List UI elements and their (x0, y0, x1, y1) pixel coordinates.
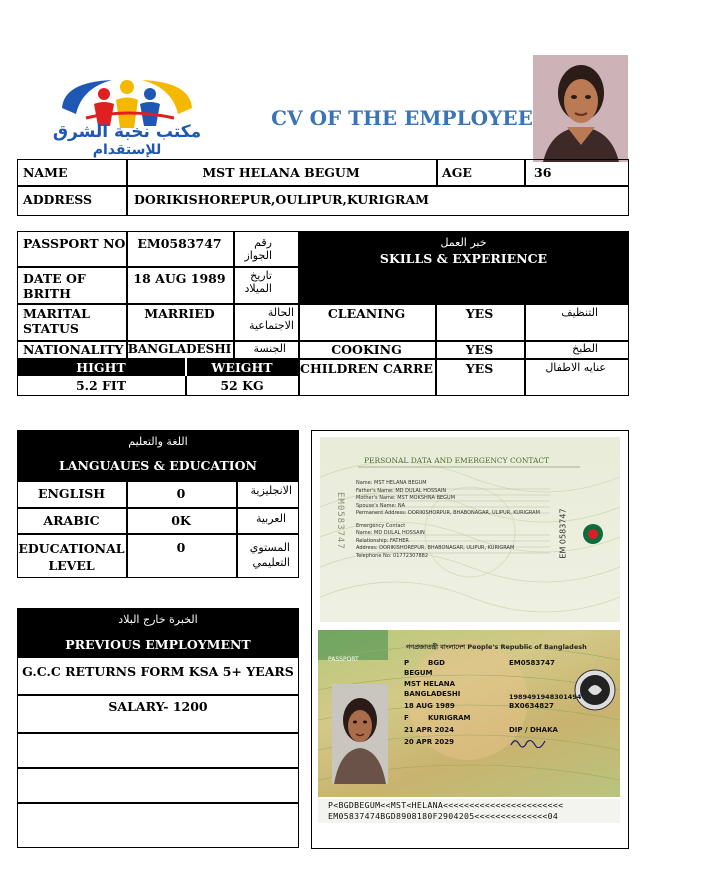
person-portrait-icon (533, 55, 628, 162)
employment-header-title: PREVIOUS EMPLOYMENT (65, 637, 251, 652)
age-value: 36 (534, 165, 552, 180)
lang-english-arabic: الانجليزية (250, 484, 292, 497)
lang-english-value: 0 (176, 486, 186, 501)
vertical-number-right: EM 0583747 (558, 508, 568, 559)
passport-value: EM0583747 (137, 236, 222, 251)
employment-line1: G.C.C RETURNS FORM KSA 5+ YEARS (22, 664, 294, 679)
passport-given-names: MST HELANA (404, 679, 456, 688)
emergency-line: Permanent Address: DORIKISHORPUR, BHABONAGAR, ULIPUR, KURIGRAM (356, 510, 540, 516)
perforated-number-left: EM0583747 (335, 492, 345, 550)
lang-english-label: ENGLISH (37, 486, 106, 501)
skill-childcare-label: CHILDREN CARRE (300, 361, 433, 376)
age-label: AGE (442, 165, 472, 180)
skill-cleaning-value: YES (465, 306, 494, 321)
skill-cleaning-arabic: التنظيف (561, 306, 598, 319)
passport-prev-number: BX0634827 (509, 702, 554, 711)
weight-label: WEIGHT (211, 360, 273, 375)
passport-personal-no: 1989491948301494 (509, 693, 582, 702)
lang-education-arabic: المستوي التعليمي (249, 541, 290, 569)
passport-word: PASSPORT (328, 656, 359, 663)
employment-line2: SALARY- 1200 (108, 699, 208, 714)
skill-cooking-arabic: الطبخ (572, 342, 598, 355)
dob-value: 18 AUG 1989 (133, 271, 226, 286)
emergency-line: Emergency Contact (356, 522, 406, 529)
emergency-line: Father's Name: MD DULAL HOSSAIN (356, 487, 447, 494)
languages-header-title: LANGUAUES & EDUCATION (59, 458, 257, 473)
emergency-line: Spouse's Name: NA (356, 502, 406, 509)
emergency-line: Telephone No: 01772307882 (356, 552, 429, 559)
skills-header-arabic: خبر العمل (440, 236, 487, 249)
passport-data-page (320, 437, 620, 622)
employee-photo (533, 55, 628, 162)
passport-issue-date: 21 APR 2024 (404, 726, 455, 735)
name-value: MST HELANA BEGUM (202, 165, 360, 180)
passport-number: EM0583747 (509, 659, 555, 667)
lang-education-label: EDUCATIONAL LEVEL (18, 541, 125, 573)
passport-arabic: رقم الجواز (244, 236, 272, 262)
emergency-details (356, 480, 556, 560)
lang-arabic-value: 0K (171, 513, 191, 528)
lang-arabic-label: ARABIC (43, 513, 100, 528)
passport-birth-place: KURIGRAM (428, 714, 471, 723)
skill-cooking-value: YES (465, 342, 494, 357)
passport-type: P (404, 659, 410, 667)
skill-cleaning-label: CLEANING (327, 306, 406, 321)
page-title: CV OF THE EMPLOYEE (271, 106, 533, 130)
employment-header-arabic: الخبرة خارج البلاد (118, 613, 198, 626)
height-label: HIGHT (76, 360, 126, 375)
passport-label: PASSPORT NO (23, 236, 126, 251)
nationality-label: NATIONALITY (23, 342, 124, 357)
mrz-line1: P<BGDBEGUM<<MST<HELANA<<<<<<<<<<<<<<<<<<<<<<< (328, 800, 564, 810)
signature-icon (509, 736, 549, 748)
marital-label: MARITAL STATUS (23, 306, 90, 336)
logo-text-line1: مكتب نخبة الشرق (52, 122, 202, 142)
nationality-value: BANGLADESHI (127, 342, 232, 356)
logo-text-line2: للإستقدام (92, 142, 162, 158)
passport-dob: 18 AUG 1989 (404, 702, 455, 711)
dob-arabic: تاريخ الميلاد (244, 269, 272, 295)
languages-header-arabic: اللغة والتعليم (128, 435, 188, 448)
skill-childcare-arabic: عنايه الاطفال (545, 361, 606, 374)
emergency-line: Name: MD DULAL HOSSAIN (356, 530, 425, 536)
address-value: DORIKISHOREPUR,OULIPUR,KURIGRAM (134, 192, 429, 207)
lang-arabic-arabic: العربية (255, 512, 286, 525)
emergency-line: Relationship: FATHER (356, 537, 409, 544)
nationality-arabic: الجنسة (253, 342, 286, 355)
passport-nationality: BANGLADESHI (404, 690, 461, 699)
address-label: ADDRESS (23, 192, 93, 207)
height-value: 5.2 FIT (75, 378, 127, 393)
passport-authority: DIP / DHAKA (509, 726, 558, 735)
emergency-line: Address: DORIKISHOREPUR, BHABONAGAR, ULIPUR, KURIGRAM (356, 545, 515, 551)
skills-header-title: SKILLS & EXPERIENCE (379, 251, 548, 266)
emergency-line: Mother's Name: MST MOKSHNA BEGUM (356, 495, 456, 501)
marital-arabic: الحالة الاجتماعية (249, 306, 294, 332)
passport-expiry-date: 20 APR 2029 (404, 738, 455, 747)
passport-country-code: BGD (428, 659, 445, 667)
person-portrait-icon (332, 684, 388, 784)
weight-value: 52 KG (220, 378, 264, 393)
emergency-line: Name: MST HELANA BEGUM (356, 480, 427, 486)
bio-fields (404, 652, 614, 747)
skill-cooking-label: COOKING (331, 342, 402, 357)
marital-value: MARRIED (144, 306, 215, 321)
lang-education-value: 0 (176, 540, 186, 555)
country-header: গণপ্রজাতন্ত্রী বাংলাদেশ People's Republic of Bangladesh (406, 643, 587, 651)
company-logo (24, 74, 230, 158)
passport-photo (332, 684, 388, 784)
passport-sex: F (404, 714, 409, 723)
emergency-title: PERSONAL DATA AND EMERGENCY CONTACT (364, 456, 550, 465)
name-label: NAME (23, 165, 68, 180)
passport-surname: BEGUM (404, 669, 433, 677)
dob-label: DATE OF BRITH (23, 271, 86, 301)
skill-childcare-value: YES (465, 361, 494, 376)
passport-bio-page (318, 630, 620, 797)
mrz-line2: EM05837474BGD8908180F2904205<<<<<<<<<<<<<<04 (328, 811, 559, 821)
bangladesh-emblem-icon (582, 523, 604, 545)
